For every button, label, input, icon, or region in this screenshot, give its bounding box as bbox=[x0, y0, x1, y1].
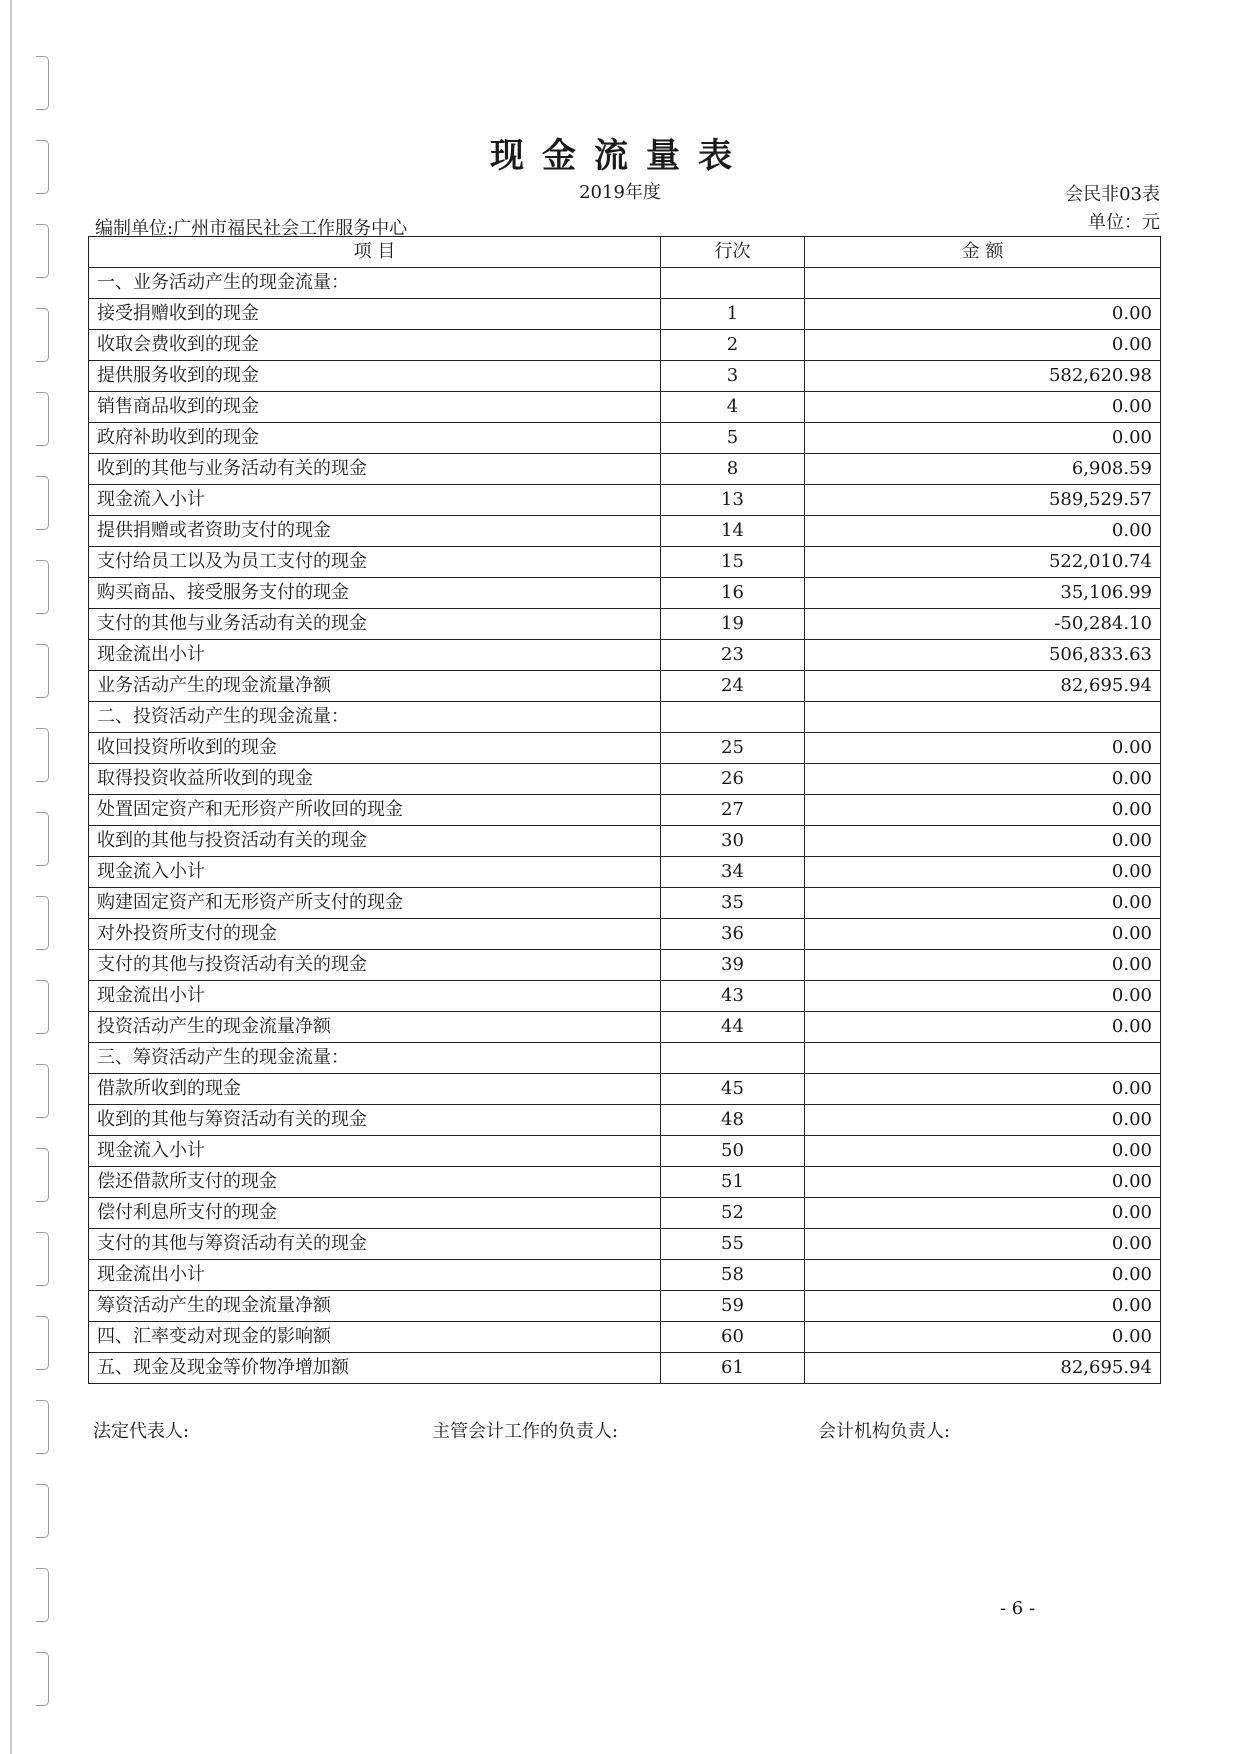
row-amount: 589,529.57 bbox=[805, 485, 1161, 516]
row-amount: 0.00 bbox=[805, 919, 1161, 950]
table-row bbox=[89, 1167, 1161, 1198]
table-row bbox=[89, 609, 1161, 640]
table-row bbox=[89, 919, 1161, 950]
table-row bbox=[89, 485, 1161, 516]
table-row bbox=[89, 1012, 1161, 1043]
punch-hole-mark bbox=[36, 1148, 49, 1202]
row-line-number: 43 bbox=[661, 981, 805, 1012]
row-line-number: 48 bbox=[661, 1105, 805, 1136]
row-item: 二、投资活动产生的现金流量： bbox=[89, 702, 661, 733]
row-item: 现金流出小计 bbox=[89, 981, 661, 1012]
row-amount: 0.00 bbox=[805, 1167, 1161, 1198]
row-line-number: 13 bbox=[661, 485, 805, 516]
row-amount: 6,908.59 bbox=[805, 454, 1161, 485]
table-row bbox=[89, 578, 1161, 609]
table-row bbox=[89, 1353, 1161, 1384]
punch-hole-mark bbox=[36, 1652, 49, 1706]
row-amount: 0.00 bbox=[805, 423, 1161, 454]
punch-hole-mark bbox=[36, 728, 49, 782]
row-item: 收回投资所收到的现金 bbox=[89, 733, 661, 764]
row-item: 收到的其他与筹资活动有关的现金 bbox=[89, 1105, 661, 1136]
row-item: 借款所收到的现金 bbox=[89, 1074, 661, 1105]
currency-unit: 单位：元 bbox=[1088, 212, 1160, 233]
punch-hole-mark bbox=[36, 812, 49, 866]
table-row bbox=[89, 733, 1161, 764]
row-item: 提供捐赠或者资助支付的现金 bbox=[89, 516, 661, 547]
row-line-number: 35 bbox=[661, 888, 805, 919]
row-item: 偿付利息所支付的现金 bbox=[89, 1198, 661, 1229]
accounting-dept-head-label: 会计机构负责人: bbox=[818, 1421, 951, 1442]
punch-hole-mark bbox=[36, 1400, 49, 1454]
row-amount: 0.00 bbox=[805, 733, 1161, 764]
table-row bbox=[89, 795, 1161, 826]
row-amount: 0.00 bbox=[805, 1198, 1161, 1229]
punch-hole-mark bbox=[36, 1568, 49, 1622]
column-header-item: 项 目 bbox=[89, 237, 661, 268]
row-amount: 82,695.94 bbox=[805, 1353, 1161, 1384]
table-row bbox=[89, 392, 1161, 423]
accounting-head-label: 主管会计工作的负责人: bbox=[432, 1421, 619, 1442]
row-line-number: 2 bbox=[661, 330, 805, 361]
row-line-number: 25 bbox=[661, 733, 805, 764]
row-amount: -50,284.10 bbox=[805, 609, 1161, 640]
punch-hole-mark bbox=[36, 896, 49, 950]
form-code: 会民非03表 bbox=[1065, 184, 1160, 205]
table-row bbox=[89, 1322, 1161, 1353]
row-item: 现金流入小计 bbox=[89, 485, 661, 516]
row-amount: 0.00 bbox=[805, 857, 1161, 888]
punch-hole-mark bbox=[36, 224, 49, 278]
row-amount: 0.00 bbox=[805, 1229, 1161, 1260]
row-line-number: 16 bbox=[661, 578, 805, 609]
row-amount: 0.00 bbox=[805, 1105, 1161, 1136]
table-row bbox=[89, 1260, 1161, 1291]
row-line-number: 50 bbox=[661, 1136, 805, 1167]
row-amount: 582,620.98 bbox=[805, 361, 1161, 392]
row-amount: 506,833.63 bbox=[805, 640, 1161, 671]
row-item: 政府补助收到的现金 bbox=[89, 423, 661, 454]
row-line-number: 5 bbox=[661, 423, 805, 454]
row-line-number: 59 bbox=[661, 1291, 805, 1322]
row-amount bbox=[805, 1043, 1161, 1074]
row-line-number: 30 bbox=[661, 826, 805, 857]
report-year: 2019年度 bbox=[579, 182, 661, 203]
row-line-number: 34 bbox=[661, 857, 805, 888]
cash-flow-table bbox=[88, 236, 1161, 1384]
row-item: 现金流出小计 bbox=[89, 640, 661, 671]
column-header-amount: 金 额 bbox=[805, 237, 1161, 268]
row-item: 偿还借款所支付的现金 bbox=[89, 1167, 661, 1198]
punch-hole-mark bbox=[36, 980, 49, 1034]
table-row bbox=[89, 1074, 1161, 1105]
row-item: 四、汇率变动对现金的影响额 bbox=[89, 1322, 661, 1353]
row-item: 现金流入小计 bbox=[89, 857, 661, 888]
row-item: 筹资活动产生的现金流量净额 bbox=[89, 1291, 661, 1322]
table-row bbox=[89, 1291, 1161, 1322]
row-amount: 0.00 bbox=[805, 764, 1161, 795]
punch-hole-mark bbox=[36, 1316, 49, 1370]
punch-hole-mark bbox=[36, 644, 49, 698]
row-line-number: 26 bbox=[661, 764, 805, 795]
row-amount: 0.00 bbox=[805, 516, 1161, 547]
row-line-number: 4 bbox=[661, 392, 805, 423]
table-row bbox=[89, 299, 1161, 330]
table-row bbox=[89, 1136, 1161, 1167]
table-row bbox=[89, 423, 1161, 454]
punch-hole-mark bbox=[36, 1484, 49, 1538]
table-row bbox=[89, 888, 1161, 919]
table-row bbox=[89, 454, 1161, 485]
table-row bbox=[89, 268, 1161, 299]
punch-hole-mark bbox=[36, 56, 49, 110]
row-line-number: 60 bbox=[661, 1322, 805, 1353]
row-amount: 0.00 bbox=[805, 1136, 1161, 1167]
table-row bbox=[89, 547, 1161, 578]
table-row bbox=[89, 702, 1161, 733]
row-amount bbox=[805, 268, 1161, 299]
row-item: 购建固定资产和无形资产所支付的现金 bbox=[89, 888, 661, 919]
row-line-number: 44 bbox=[661, 1012, 805, 1043]
row-amount: 0.00 bbox=[805, 392, 1161, 423]
row-amount: 0.00 bbox=[805, 950, 1161, 981]
row-line-number: 8 bbox=[661, 454, 805, 485]
row-item: 现金流入小计 bbox=[89, 1136, 661, 1167]
table-row bbox=[89, 1043, 1161, 1074]
binding-margin bbox=[0, 0, 60, 1754]
row-amount: 0.00 bbox=[805, 1291, 1161, 1322]
row-line-number: 3 bbox=[661, 361, 805, 392]
table-row bbox=[89, 361, 1161, 392]
row-amount bbox=[805, 702, 1161, 733]
row-item: 一、业务活动产生的现金流量： bbox=[89, 268, 661, 299]
page-number: - 6 - bbox=[1000, 1598, 1036, 1619]
row-line-number: 61 bbox=[661, 1353, 805, 1384]
table-row bbox=[89, 516, 1161, 547]
row-item: 业务活动产生的现金流量净额 bbox=[89, 671, 661, 702]
punch-hole-mark bbox=[36, 560, 49, 614]
row-item: 支付的其他与业务活动有关的现金 bbox=[89, 609, 661, 640]
row-item: 现金流出小计 bbox=[89, 1260, 661, 1291]
column-header-line: 行次 bbox=[661, 237, 805, 268]
table-row bbox=[89, 826, 1161, 857]
punch-hole-mark bbox=[36, 308, 49, 362]
table-row bbox=[89, 1229, 1161, 1260]
table-row bbox=[89, 640, 1161, 671]
binding-line bbox=[10, 0, 12, 1754]
row-line-number bbox=[661, 268, 805, 299]
punch-hole-mark bbox=[36, 476, 49, 530]
table-row bbox=[89, 330, 1161, 361]
row-amount: 0.00 bbox=[805, 1260, 1161, 1291]
page-title: 现金流量表 bbox=[490, 136, 750, 176]
row-line-number: 36 bbox=[661, 919, 805, 950]
row-amount: 0.00 bbox=[805, 981, 1161, 1012]
row-item: 处置固定资产和无形资产所收回的现金 bbox=[89, 795, 661, 826]
row-item: 收取会费收到的现金 bbox=[89, 330, 661, 361]
row-amount: 0.00 bbox=[805, 1322, 1161, 1353]
row-line-number bbox=[661, 702, 805, 733]
row-line-number: 58 bbox=[661, 1260, 805, 1291]
row-item: 支付给员工以及为员工支付的现金 bbox=[89, 547, 661, 578]
row-line-number: 39 bbox=[661, 950, 805, 981]
row-item: 取得投资收益所收到的现金 bbox=[89, 764, 661, 795]
row-line-number: 24 bbox=[661, 671, 805, 702]
table-row bbox=[89, 1198, 1161, 1229]
table-row bbox=[89, 950, 1161, 981]
row-amount: 522,010.74 bbox=[805, 547, 1161, 578]
row-line-number: 15 bbox=[661, 547, 805, 578]
punch-hole-mark bbox=[36, 392, 49, 446]
table-row bbox=[89, 764, 1161, 795]
table-row bbox=[89, 857, 1161, 888]
row-amount: 82,695.94 bbox=[805, 671, 1161, 702]
row-item: 三、筹资活动产生的现金流量： bbox=[89, 1043, 661, 1074]
row-item: 五、现金及现金等价物净增加额 bbox=[89, 1353, 661, 1384]
row-amount: 0.00 bbox=[805, 330, 1161, 361]
table-row bbox=[89, 981, 1161, 1012]
row-line-number: 27 bbox=[661, 795, 805, 826]
row-amount: 0.00 bbox=[805, 1012, 1161, 1043]
row-item: 对外投资所支付的现金 bbox=[89, 919, 661, 950]
row-line-number: 1 bbox=[661, 299, 805, 330]
punch-hole-mark bbox=[36, 1064, 49, 1118]
row-line-number: 55 bbox=[661, 1229, 805, 1260]
row-line-number: 14 bbox=[661, 516, 805, 547]
row-item: 支付的其他与筹资活动有关的现金 bbox=[89, 1229, 661, 1260]
row-item: 购买商品、接受服务支付的现金 bbox=[89, 578, 661, 609]
row-amount: 0.00 bbox=[805, 826, 1161, 857]
table-row bbox=[89, 1105, 1161, 1136]
row-amount: 0.00 bbox=[805, 299, 1161, 330]
row-line-number: 51 bbox=[661, 1167, 805, 1198]
punch-hole-mark bbox=[36, 1232, 49, 1286]
table-row bbox=[89, 671, 1161, 702]
row-item: 收到的其他与业务活动有关的现金 bbox=[89, 454, 661, 485]
row-amount: 35,106.99 bbox=[805, 578, 1161, 609]
legal-representative-label: 法定代表人: bbox=[93, 1421, 190, 1442]
row-item: 收到的其他与投资活动有关的现金 bbox=[89, 826, 661, 857]
row-line-number: 23 bbox=[661, 640, 805, 671]
row-line-number: 52 bbox=[661, 1198, 805, 1229]
row-amount: 0.00 bbox=[805, 1074, 1161, 1105]
row-item: 销售商品收到的现金 bbox=[89, 392, 661, 423]
row-amount: 0.00 bbox=[805, 795, 1161, 826]
row-item: 支付的其他与投资活动有关的现金 bbox=[89, 950, 661, 981]
table-header-row bbox=[89, 237, 1161, 268]
row-line-number bbox=[661, 1043, 805, 1074]
row-item: 接受捐赠收到的现金 bbox=[89, 299, 661, 330]
row-line-number: 19 bbox=[661, 609, 805, 640]
row-line-number: 45 bbox=[661, 1074, 805, 1105]
row-amount: 0.00 bbox=[805, 888, 1161, 919]
row-item: 投资活动产生的现金流量净额 bbox=[89, 1012, 661, 1043]
row-item: 提供服务收到的现金 bbox=[89, 361, 661, 392]
organization-name: 编制单位:广州市福民社会工作服务中心 bbox=[95, 218, 408, 239]
